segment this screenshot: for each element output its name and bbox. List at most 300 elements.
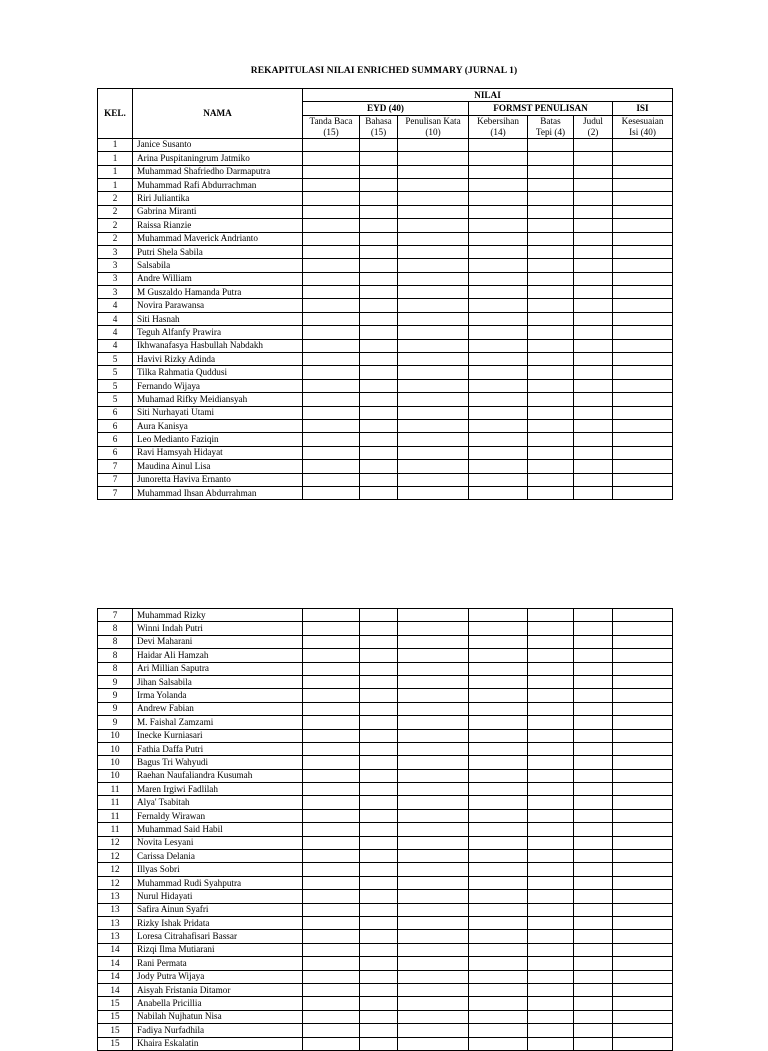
nama-cell: Teguh Alfanfy Prawira xyxy=(133,326,303,339)
score-cell xyxy=(469,943,528,956)
score-cell xyxy=(613,366,673,379)
score-cell xyxy=(613,863,673,876)
score-cell xyxy=(613,943,673,956)
table-row xyxy=(98,890,673,903)
nama-cell: Haidar Ali Hamzah xyxy=(133,649,303,662)
score-cell xyxy=(303,635,360,648)
score-cell xyxy=(469,916,528,929)
score-cell xyxy=(303,353,360,366)
score-cell xyxy=(303,970,360,983)
score-cell xyxy=(303,863,360,876)
score-cell xyxy=(398,689,469,702)
score-cell xyxy=(469,863,528,876)
score-cell xyxy=(469,379,528,392)
score-cell xyxy=(574,716,613,729)
score-cell xyxy=(360,339,398,352)
kel-cell: 2 xyxy=(98,205,133,218)
kel-cell: 15 xyxy=(98,1024,133,1037)
score-cell xyxy=(398,635,469,648)
score-cell xyxy=(528,809,574,822)
nama-cell: Aura Kanisya xyxy=(133,419,303,432)
score-cell xyxy=(528,272,574,285)
score-cell xyxy=(528,1037,574,1050)
nama-cell: Loresa Citrahafisari Bassar xyxy=(133,930,303,943)
kel-cell: 1 xyxy=(98,178,133,191)
kel-cell: 11 xyxy=(98,783,133,796)
score-cell xyxy=(398,809,469,822)
kel-cell: 14 xyxy=(98,983,133,996)
score-cell xyxy=(469,970,528,983)
score-cell xyxy=(613,716,673,729)
score-cell xyxy=(398,379,469,392)
score-cell xyxy=(574,662,613,675)
nama-cell: Aisyah Fristania Ditamor xyxy=(133,983,303,996)
kel-cell: 8 xyxy=(98,662,133,675)
score-cell xyxy=(613,742,673,755)
score-cell xyxy=(528,152,574,165)
score-cell xyxy=(528,836,574,849)
score-cell xyxy=(613,165,673,178)
score-cell xyxy=(574,299,613,312)
kel-cell: 12 xyxy=(98,850,133,863)
kel-cell: 4 xyxy=(98,339,133,352)
score-cell xyxy=(528,850,574,863)
score-cell xyxy=(574,675,613,688)
score-cell xyxy=(360,446,398,459)
kel-cell: 2 xyxy=(98,192,133,205)
score-cell xyxy=(528,742,574,755)
table-row xyxy=(98,165,673,178)
score-cell xyxy=(613,219,673,232)
score-cell xyxy=(303,742,360,755)
table-row xyxy=(98,192,673,205)
table-row xyxy=(98,783,673,796)
score-cell xyxy=(469,783,528,796)
nama-cell: Novita Lesyani xyxy=(133,836,303,849)
score-cell xyxy=(528,930,574,943)
score-cell xyxy=(574,272,613,285)
score-cell xyxy=(613,406,673,419)
score-cell xyxy=(469,259,528,272)
table-row xyxy=(98,326,673,339)
score-cell xyxy=(469,152,528,165)
score-cell xyxy=(574,419,613,432)
header-judul: Judul (2) xyxy=(574,115,613,138)
score-cell xyxy=(469,796,528,809)
score-cell xyxy=(613,702,673,715)
score-cell xyxy=(574,850,613,863)
score-cell xyxy=(398,138,469,151)
table-row xyxy=(98,486,673,499)
kel-cell: 10 xyxy=(98,769,133,782)
score-cell xyxy=(613,232,673,245)
score-cell xyxy=(574,702,613,715)
score-cell xyxy=(528,205,574,218)
score-cell xyxy=(469,366,528,379)
table-row xyxy=(98,702,673,715)
score-cell xyxy=(528,876,574,889)
kel-cell: 3 xyxy=(98,286,133,299)
score-cell xyxy=(360,863,398,876)
nama-cell: Tilka Rahmatia Quddusi xyxy=(133,366,303,379)
score-cell xyxy=(613,393,673,406)
table-row xyxy=(98,649,673,662)
kel-cell: 7 xyxy=(98,609,133,622)
score-cell xyxy=(528,245,574,258)
score-cell xyxy=(398,259,469,272)
table-row xyxy=(98,863,673,876)
score-table-1 xyxy=(97,88,673,500)
score-cell xyxy=(360,876,398,889)
score-cell xyxy=(613,138,673,151)
score-cell xyxy=(574,406,613,419)
score-cell xyxy=(398,930,469,943)
score-cell xyxy=(613,486,673,499)
score-cell xyxy=(528,259,574,272)
score-cell xyxy=(613,850,673,863)
score-cell xyxy=(469,446,528,459)
nama-cell: Arina Puspitaningrum Jatmiko xyxy=(133,152,303,165)
nama-cell: Inecke Kurniasari xyxy=(133,729,303,742)
nama-cell: Nurul Hidayati xyxy=(133,890,303,903)
score-cell xyxy=(398,326,469,339)
kel-cell: 10 xyxy=(98,756,133,769)
score-cell xyxy=(613,916,673,929)
nama-cell: Andre William xyxy=(133,272,303,285)
score-cell xyxy=(360,232,398,245)
score-cell xyxy=(574,178,613,191)
score-cell xyxy=(613,609,673,622)
score-cell xyxy=(360,1037,398,1050)
kel-cell: 13 xyxy=(98,916,133,929)
score-cell xyxy=(398,406,469,419)
score-cell xyxy=(360,836,398,849)
score-cell xyxy=(528,769,574,782)
score-cell xyxy=(398,997,469,1010)
score-cell xyxy=(574,473,613,486)
nama-cell: Muhammad Ihsan Abdurrahman xyxy=(133,486,303,499)
score-cell xyxy=(303,890,360,903)
score-cell xyxy=(469,192,528,205)
score-cell xyxy=(574,486,613,499)
score-cell xyxy=(360,299,398,312)
score-cell xyxy=(528,702,574,715)
score-cell xyxy=(574,1037,613,1050)
score-cell xyxy=(469,876,528,889)
score-cell xyxy=(360,165,398,178)
table-row xyxy=(98,353,673,366)
score-cell xyxy=(360,957,398,970)
kel-cell: 1 xyxy=(98,165,133,178)
score-cell xyxy=(303,662,360,675)
score-cell xyxy=(360,473,398,486)
score-cell xyxy=(303,379,360,392)
score-cell xyxy=(528,473,574,486)
kel-cell: 4 xyxy=(98,326,133,339)
nama-cell: Muhammad Shafriedho Darmaputra xyxy=(133,165,303,178)
score-cell xyxy=(528,916,574,929)
score-cell xyxy=(360,486,398,499)
score-cell xyxy=(398,609,469,622)
nama-cell: Salsabila xyxy=(133,259,303,272)
score-cell xyxy=(469,823,528,836)
score-cell xyxy=(398,769,469,782)
kel-cell: 3 xyxy=(98,259,133,272)
score-cell xyxy=(398,460,469,473)
score-cell xyxy=(613,205,673,218)
score-cell xyxy=(613,259,673,272)
score-cell xyxy=(303,823,360,836)
score-cell xyxy=(574,756,613,769)
kel-cell: 3 xyxy=(98,272,133,285)
score-cell xyxy=(360,393,398,406)
kel-cell: 15 xyxy=(98,997,133,1010)
score-cell xyxy=(398,729,469,742)
score-cell xyxy=(574,916,613,929)
score-cell xyxy=(469,836,528,849)
nama-cell: Ikhwanafasya Hasbullah Nabdakh xyxy=(133,339,303,352)
table-row xyxy=(98,433,673,446)
kel-cell: 12 xyxy=(98,863,133,876)
header-tanda-baca: Tanda Baca (15) xyxy=(303,115,360,138)
kel-cell: 9 xyxy=(98,675,133,688)
score-cell xyxy=(469,702,528,715)
score-cell xyxy=(303,769,360,782)
score-cell xyxy=(574,903,613,916)
score-cell xyxy=(574,286,613,299)
score-cell xyxy=(469,997,528,1010)
nama-cell: Carissa Delania xyxy=(133,850,303,863)
kel-cell: 2 xyxy=(98,219,133,232)
score-cell xyxy=(574,649,613,662)
score-cell xyxy=(360,379,398,392)
score-cell xyxy=(613,245,673,258)
header-penulisan-kata: Penulisan Kata (10) xyxy=(398,115,469,138)
table-row xyxy=(98,299,673,312)
nama-cell: Riri Juliantika xyxy=(133,192,303,205)
score-cell xyxy=(469,769,528,782)
score-cell xyxy=(360,689,398,702)
score-cell xyxy=(613,662,673,675)
nama-cell: Safira Ainun Syafri xyxy=(133,903,303,916)
score-cell xyxy=(303,192,360,205)
score-cell xyxy=(528,446,574,459)
kel-cell: 5 xyxy=(98,393,133,406)
score-cell xyxy=(360,809,398,822)
score-cell xyxy=(613,635,673,648)
score-cell xyxy=(303,702,360,715)
score-cell xyxy=(303,232,360,245)
score-cell xyxy=(469,486,528,499)
score-cell xyxy=(469,662,528,675)
table-row xyxy=(98,796,673,809)
score-cell xyxy=(574,823,613,836)
kel-cell: 6 xyxy=(98,433,133,446)
kel-cell: 4 xyxy=(98,299,133,312)
score-cell xyxy=(360,192,398,205)
kel-cell: 14 xyxy=(98,957,133,970)
nama-cell: Novira Parawansa xyxy=(133,299,303,312)
table-row xyxy=(98,689,673,702)
score-cell xyxy=(613,970,673,983)
score-cell xyxy=(398,876,469,889)
score-cell xyxy=(469,689,528,702)
score-cell xyxy=(360,259,398,272)
score-cell xyxy=(613,192,673,205)
score-cell xyxy=(613,756,673,769)
score-cell xyxy=(574,957,613,970)
score-cell xyxy=(303,930,360,943)
nama-cell: Maudina Ainul Lisa xyxy=(133,460,303,473)
score-cell xyxy=(613,796,673,809)
score-cell xyxy=(398,649,469,662)
table-row xyxy=(98,406,673,419)
score-cell xyxy=(613,339,673,352)
kel-cell: 15 xyxy=(98,1010,133,1023)
table-row xyxy=(98,957,673,970)
table-row xyxy=(98,876,673,889)
score-cell xyxy=(613,836,673,849)
score-cell xyxy=(303,943,360,956)
score-cell xyxy=(528,406,574,419)
score-cell xyxy=(360,983,398,996)
score-cell xyxy=(574,393,613,406)
score-cell xyxy=(360,970,398,983)
score-cell xyxy=(398,486,469,499)
score-cell xyxy=(613,286,673,299)
score-cell xyxy=(303,983,360,996)
score-cell xyxy=(528,339,574,352)
nama-cell: Muhamad Rifky Meidiansyah xyxy=(133,393,303,406)
score-cell xyxy=(303,1037,360,1050)
kel-cell: 1 xyxy=(98,138,133,151)
score-cell xyxy=(360,850,398,863)
score-cell xyxy=(360,729,398,742)
score-cell xyxy=(528,997,574,1010)
kel-cell: 10 xyxy=(98,742,133,755)
score-cell xyxy=(360,769,398,782)
score-cell xyxy=(528,716,574,729)
score-cell xyxy=(574,876,613,889)
score-cell xyxy=(613,312,673,325)
score-cell xyxy=(528,366,574,379)
score-cell xyxy=(398,890,469,903)
nama-cell: Putri Shela Sabila xyxy=(133,245,303,258)
score-cell xyxy=(398,675,469,688)
score-cell xyxy=(398,836,469,849)
score-cell xyxy=(360,649,398,662)
table-row xyxy=(98,245,673,258)
table-row xyxy=(98,419,673,432)
table-row xyxy=(98,152,673,165)
kel-cell: 8 xyxy=(98,635,133,648)
score-cell xyxy=(469,326,528,339)
score-cell xyxy=(469,609,528,622)
table-row xyxy=(98,259,673,272)
score-cell xyxy=(613,1037,673,1050)
kel-cell: 7 xyxy=(98,486,133,499)
score-cell xyxy=(574,205,613,218)
score-cell xyxy=(398,957,469,970)
table-row xyxy=(98,219,673,232)
score-cell xyxy=(528,138,574,151)
score-cell xyxy=(303,138,360,151)
score-cell xyxy=(613,272,673,285)
score-cell xyxy=(528,635,574,648)
table-row xyxy=(98,742,673,755)
table-row xyxy=(98,716,673,729)
table-row xyxy=(98,850,673,863)
kel-cell: 9 xyxy=(98,689,133,702)
score-cell xyxy=(398,742,469,755)
score-cell xyxy=(613,675,673,688)
header-kel: KEL. xyxy=(98,89,133,139)
table-row xyxy=(98,729,673,742)
score-cell xyxy=(574,245,613,258)
table-row xyxy=(98,943,673,956)
kel-cell: 6 xyxy=(98,419,133,432)
score-cell xyxy=(574,152,613,165)
score-cell xyxy=(613,419,673,432)
score-cell xyxy=(469,232,528,245)
score-cell xyxy=(528,729,574,742)
score-cell xyxy=(574,943,613,956)
score-cell xyxy=(360,205,398,218)
score-cell xyxy=(469,809,528,822)
score-cell xyxy=(469,930,528,943)
score-cell xyxy=(303,366,360,379)
score-cell xyxy=(469,245,528,258)
score-cell xyxy=(574,930,613,943)
nama-cell: Rani Permata xyxy=(133,957,303,970)
score-cell xyxy=(398,1010,469,1023)
nama-cell: Fadiya Nurfadhila xyxy=(133,1024,303,1037)
score-cell xyxy=(360,152,398,165)
score-cell xyxy=(613,649,673,662)
kel-cell: 11 xyxy=(98,809,133,822)
score-cell xyxy=(613,983,673,996)
score-cell xyxy=(303,729,360,742)
score-cell xyxy=(303,649,360,662)
score-cell xyxy=(303,609,360,622)
score-cell xyxy=(528,903,574,916)
nama-cell: Irma Yolanda xyxy=(133,689,303,702)
score-cell xyxy=(613,1010,673,1023)
kel-cell: 11 xyxy=(98,823,133,836)
score-cell xyxy=(398,970,469,983)
score-cell xyxy=(528,1024,574,1037)
score-cell xyxy=(574,433,613,446)
nama-cell: Muhammad Rafi Abdurrachman xyxy=(133,178,303,191)
nama-cell: Bagus Tri Wahyudi xyxy=(133,756,303,769)
nama-cell: Gabrina Miranti xyxy=(133,205,303,218)
nama-cell: Siti Nurhayati Utami xyxy=(133,406,303,419)
score-cell xyxy=(360,823,398,836)
score-cell xyxy=(360,783,398,796)
score-cell xyxy=(398,393,469,406)
score-cell xyxy=(398,419,469,432)
score-cell xyxy=(613,823,673,836)
score-cell xyxy=(303,152,360,165)
kel-cell: 4 xyxy=(98,312,133,325)
score-cell xyxy=(398,1024,469,1037)
score-cell xyxy=(360,326,398,339)
score-cell xyxy=(469,675,528,688)
score-cell xyxy=(469,473,528,486)
table-row xyxy=(98,232,673,245)
score-cell xyxy=(360,312,398,325)
nama-cell: Raehan Naufaliandra Kusumah xyxy=(133,769,303,782)
